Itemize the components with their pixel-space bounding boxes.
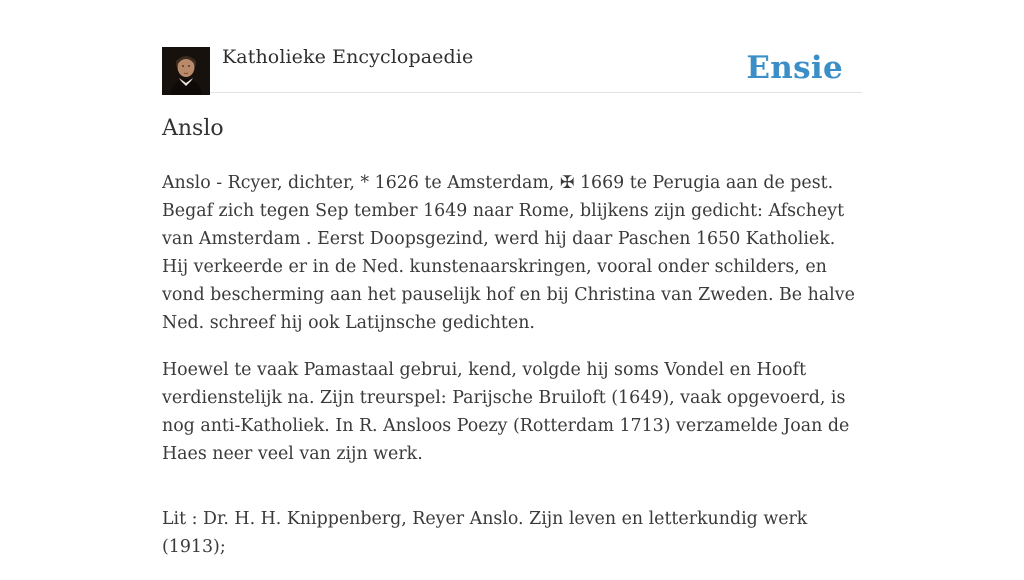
portrait-icon — [162, 47, 210, 95]
article-title: Anslo — [162, 116, 224, 141]
article-body — [162, 169, 862, 580]
literature-reference: Lit : Dr. H. H. Knippenberg, Reyer Anslo. Zijn leven en letterkundig werk (1913); — [162, 509, 808, 557]
page — [162, 0, 862, 557]
article-paragraph: Hoewel te vaak Pamastaal gebrui, kend, volgde hij soms Vondel en Hooft verdienstelijk na. Zijn treurspel: Parijsche Bruiloft (1649), vaak opgevoerd, is nog anti-Katholiek. In R. Ansloos Poezy (Rotterdam 1713) verzamelde Joan de Haes neer veel van zijn werk. — [162, 360, 850, 464]
site-header — [162, 0, 862, 93]
portrait-avatar[interactable] — [162, 47, 210, 95]
site-name[interactable]: Katholieke Encyclopaedie — [222, 46, 474, 68]
article-paragraph: Anslo - Rcyer, dichter, * 1626 te Amsterdam, ✠ 1669 te Perugia aan de pest. Begaf zich tegen Sep tember 1649 naar Rome, blijkens zijn gedicht: Afscheyt van Amsterdam . Eerst Doopsgezind, werd hij daar Paschen 1650 Katholiek. Hij verkeerde er in de Ned. kunstenaarskringen, vooral onder schilders, en vond bescherming aan het pauselijk hof en bij Christina van Zweden. Be halve Ned. schreef hij ook Latijnsche gedichten. — [162, 173, 855, 333]
brand-logo[interactable]: Ensie — [746, 50, 843, 86]
